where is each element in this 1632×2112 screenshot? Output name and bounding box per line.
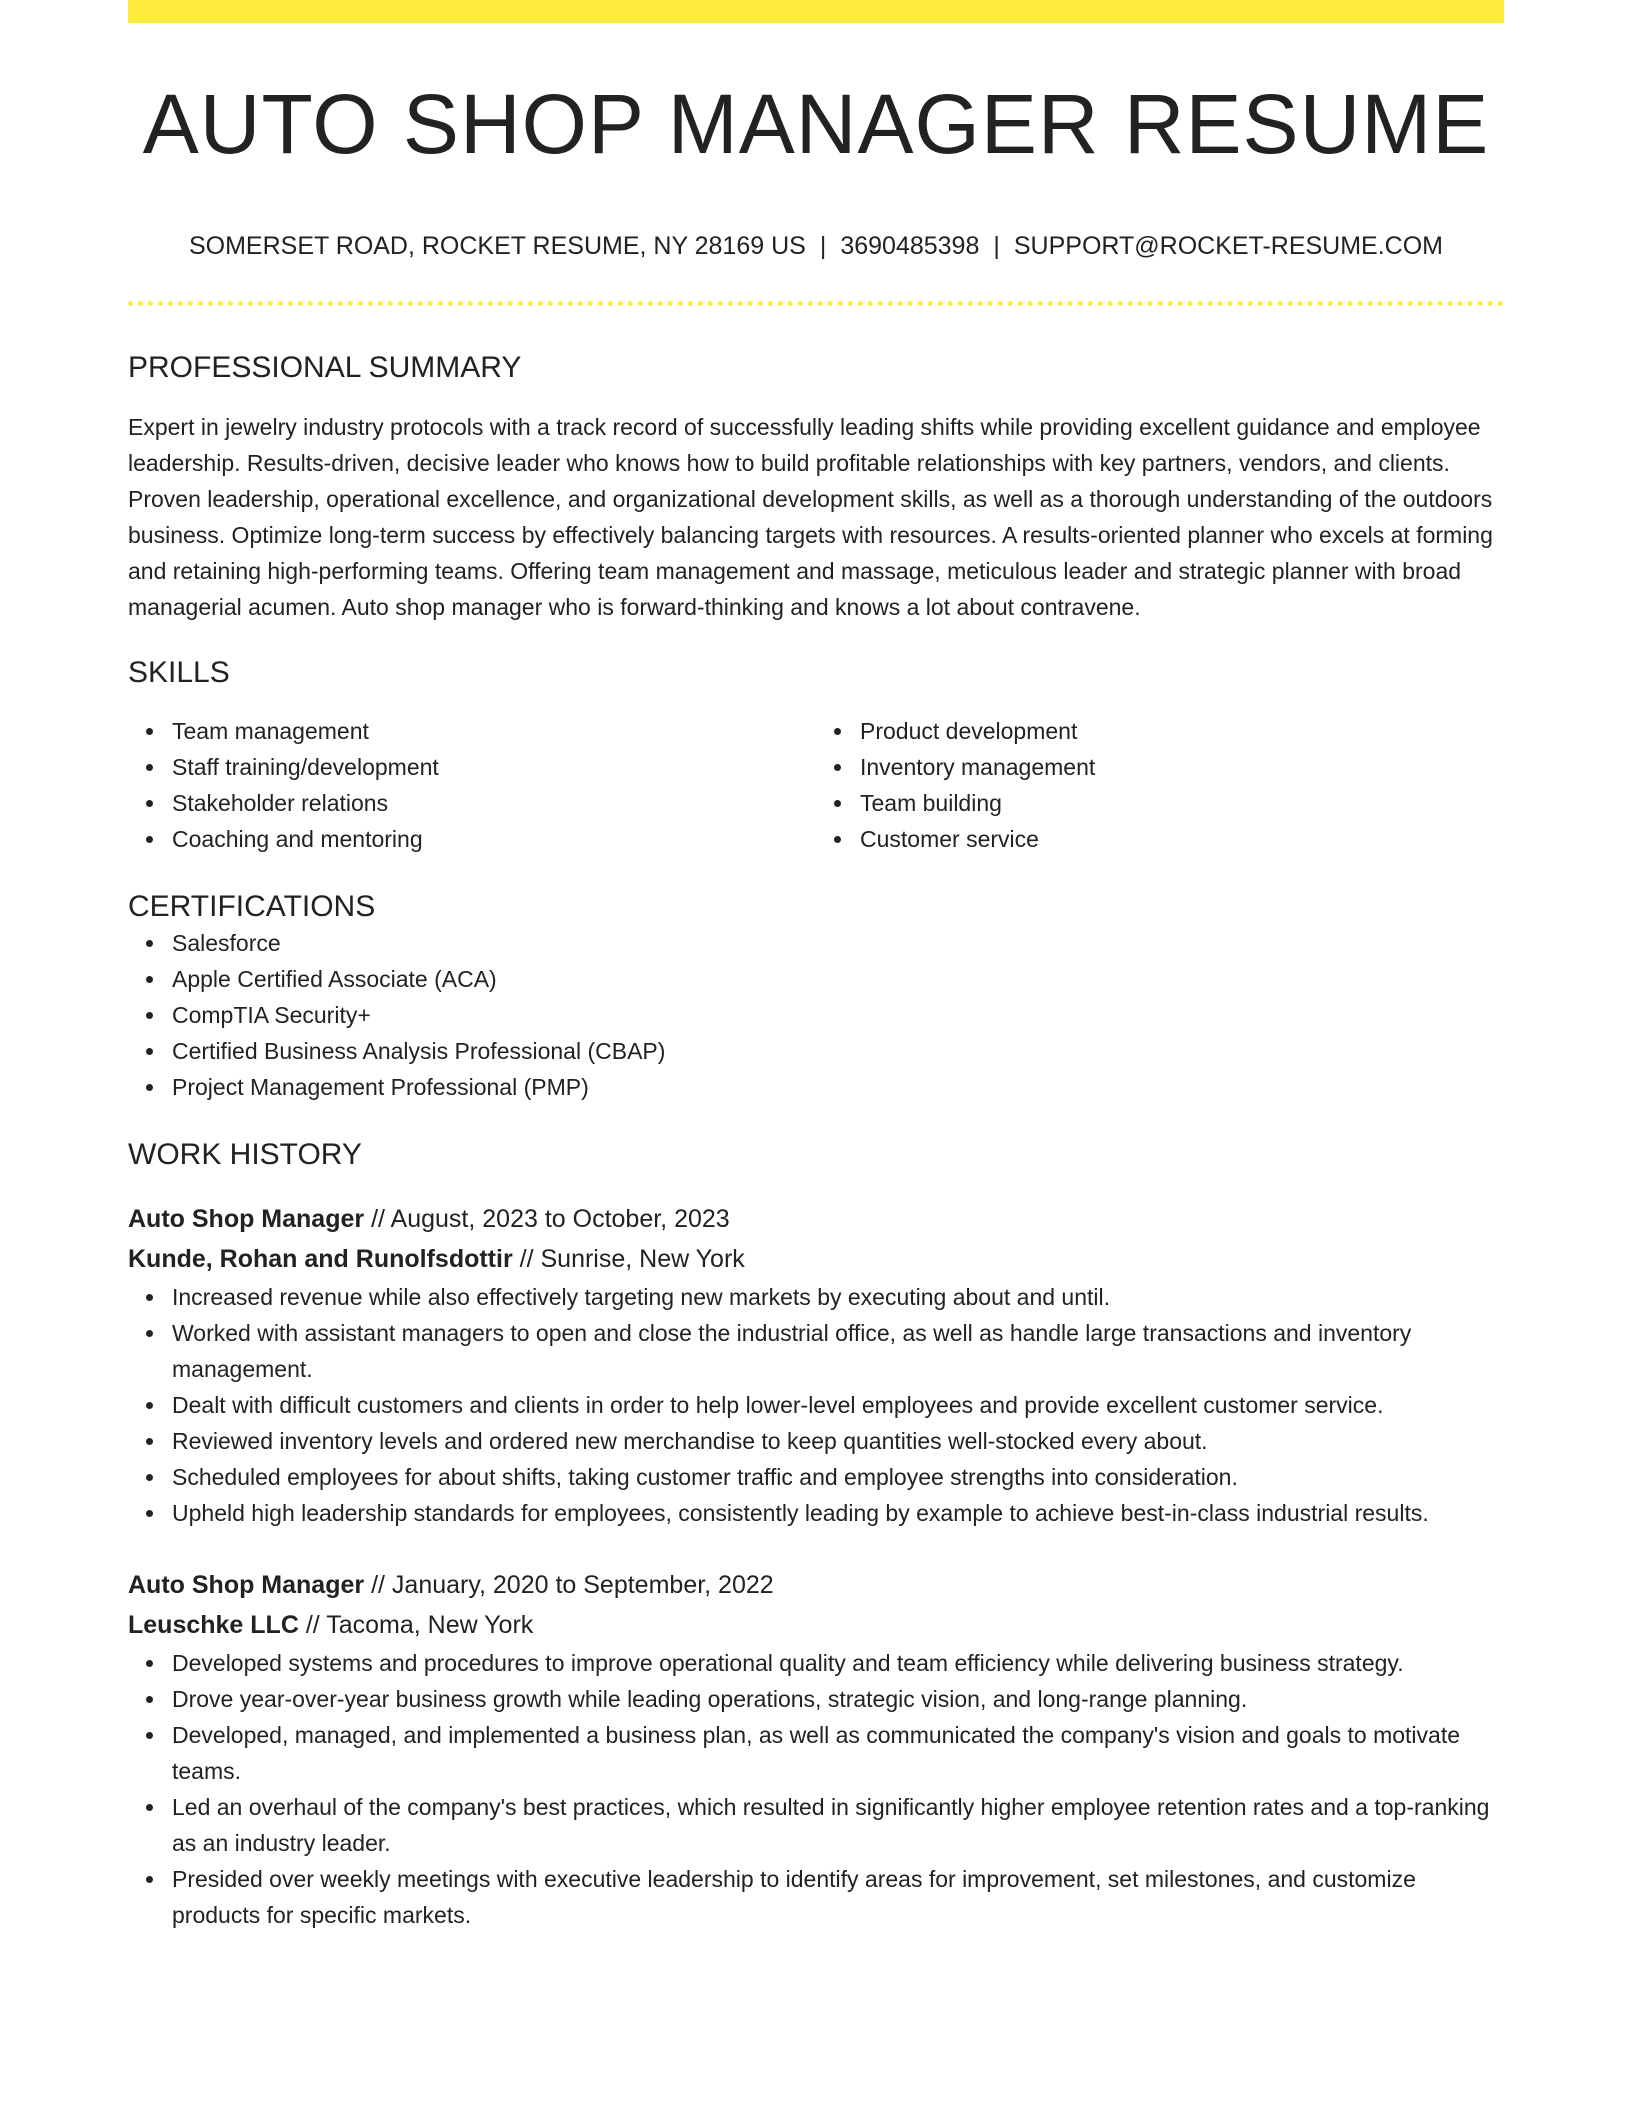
skill-item: Inventory management <box>860 749 1504 785</box>
job-bullet: Presided over weekly meetings with executive leadership to identify areas for improvement, set milestones, and customize products for specific markets. <box>172 1861 1504 1933</box>
summary-text: Expert in jewelry industry protocols with a track record of successfully leading shifts while providing excellent guidance and employee leadership. Results-driven, decisive leader who knows how to build profitable relationships with key partners, vendors, and clients. Proven leadership, operational excellence, and organizational development skills, as well as a thorough understanding of the outdoors business. Optimize long-term success by effectively balancing targets with resources. A results-oriented planner who excels at forming and retaining high-performing teams. Offering team management and massage, meticulous leader and strategic planner with broad managerial acumen. Auto shop manager who is forward-thinking and knows a lot about contravene. <box>128 413 1493 620</box>
skills-heading: SKILLS <box>128 655 230 689</box>
job-bullet: Led an overhaul of the company's best practices, which resulted in significantly higher employee retention rates and a top-ranking as an industry leader. <box>172 1789 1504 1861</box>
job-divider: // <box>371 1570 385 1599</box>
certification-item: Certified Business Analysis Professional (CBAP) <box>172 1033 1504 1069</box>
job-title: Auto Shop Manager <box>128 1204 365 1233</box>
certification-item: Project Management Professional (PMP) <box>172 1069 1504 1105</box>
job-bullet: Developed systems and procedures to improve operational quality and team efficiency while delivering business strategy. <box>172 1645 1504 1681</box>
skill-item: Team building <box>860 785 1504 821</box>
job-title: Auto Shop Manager <box>128 1570 365 1599</box>
top-accent-bar <box>128 0 1504 23</box>
certifications-heading: CERTIFICATIONS <box>128 889 376 923</box>
job-bullet-list <box>128 1279 1504 1531</box>
skill-item: Stakeholder relations <box>172 785 816 821</box>
work-history-heading: WORK HISTORY <box>128 1137 362 1171</box>
contact-address: SOMERSET ROAD, ROCKET RESUME, NY 28169 US <box>188 232 806 261</box>
job-bullet: Reviewed inventory levels and ordered new merchandise to keep quantities well-stocked every about. <box>172 1423 1504 1459</box>
job-bullet: Worked with assistant managers to open and close the industrial office, as well as handle large transactions and inventory management. <box>172 1315 1504 1387</box>
contact-line <box>128 230 1504 263</box>
contact-phone: 3690485398 <box>840 232 980 261</box>
job-company-line <box>128 1239 1504 1279</box>
job-company: Kunde, Rohan and Runolfsdottir <box>128 1244 513 1273</box>
skill-item: Coaching and mentoring <box>172 821 816 857</box>
contact-email: SUPPORT@ROCKET-RESUME.COM <box>1013 232 1444 261</box>
job-entry <box>128 1565 1504 1933</box>
certification-item: Apple Certified Associate (ACA) <box>172 961 1504 997</box>
job-title-line <box>128 1565 1504 1605</box>
summary-heading: PROFESSIONAL SUMMARY <box>128 350 522 384</box>
page-title: AUTO SHOP MANAGER RESUME <box>142 77 1490 171</box>
job-bullet: Increased revenue while also effectively targeting new markets by executing about and until. <box>172 1279 1504 1315</box>
skill-item: Product development <box>860 713 1504 749</box>
contact-separator: | <box>819 232 827 261</box>
job-divider: // <box>519 1244 534 1273</box>
job-bullet: Developed, managed, and implemented a business plan, as well as communicated the company's vision and goals to motivate teams. <box>172 1717 1504 1789</box>
skills-column-right <box>816 713 1504 857</box>
job-dates: August, 2023 to October, 2023 <box>390 1204 730 1233</box>
job-dates: January, 2020 to September, 2022 <box>391 1570 774 1599</box>
contact-separator: | <box>993 232 1000 261</box>
job-bullet: Upheld high leadership standards for employees, consistently leading by example to achieve best-in-class industrial results. <box>172 1495 1504 1531</box>
resume-page <box>128 0 1504 1933</box>
job-location: Tacoma, New York <box>326 1610 534 1639</box>
skills-column-left <box>128 713 816 857</box>
job-divider: // <box>371 1204 385 1233</box>
certification-item: CompTIA Security+ <box>172 997 1504 1033</box>
skill-item: Customer service <box>860 821 1504 857</box>
job-company: Leuschke LLC <box>128 1610 299 1639</box>
skills-list-right <box>816 713 1504 857</box>
skill-item: Team management <box>172 713 816 749</box>
job-title-line <box>128 1199 1504 1239</box>
certification-item: Salesforce <box>172 925 1504 961</box>
header-divider <box>128 301 1504 306</box>
job-bullet-list <box>128 1645 1504 1933</box>
job-entry <box>128 1199 1504 1531</box>
job-bullet: Scheduled employees for about shifts, taking customer traffic and employee strengths into consideration. <box>172 1459 1504 1495</box>
job-location: Sunrise, New York <box>540 1244 745 1273</box>
certifications-list <box>128 925 1504 1105</box>
job-bullet: Drove year-over-year business growth while leading operations, strategic vision, and long-range planning. <box>172 1681 1504 1717</box>
skill-item: Staff training/development <box>172 749 816 785</box>
job-company-line <box>128 1605 1504 1645</box>
job-divider: // <box>305 1610 320 1639</box>
job-bullet: Dealt with difficult customers and clients in order to help lower-level employees and provide excellent customer service. <box>172 1387 1504 1423</box>
skills-list-left <box>128 713 816 857</box>
skills-grid <box>128 713 1504 857</box>
